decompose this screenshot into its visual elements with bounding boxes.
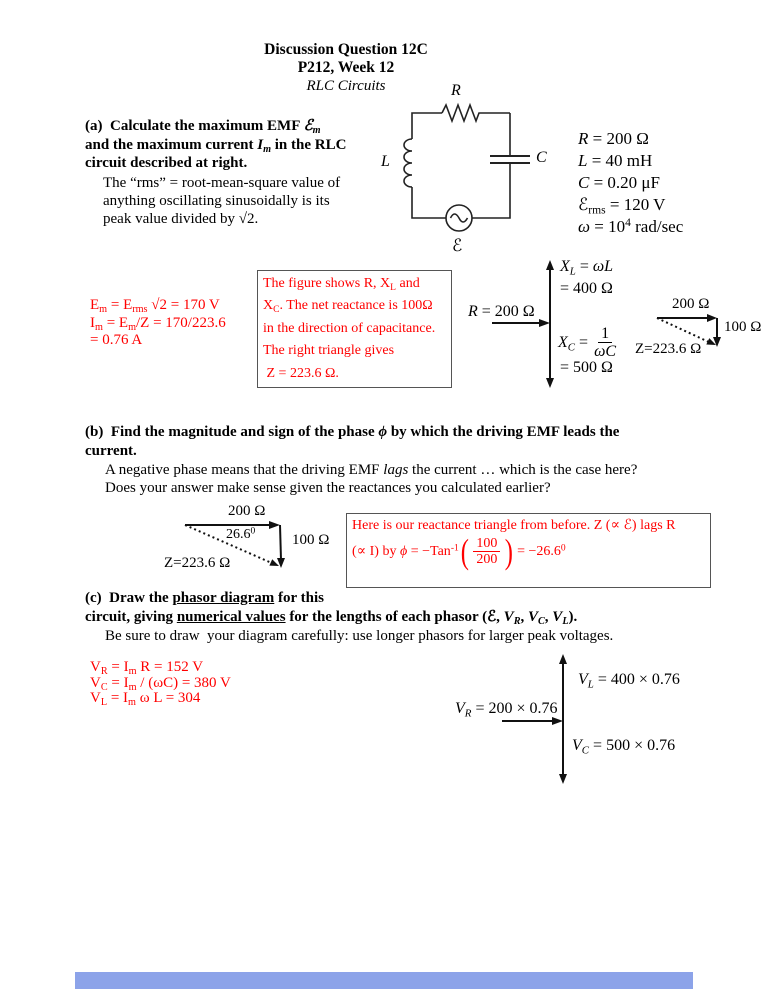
bottom-bar[interactable] [75,972,693,989]
triangle-b-angle-label: 26.6$^0$ [226,526,256,542]
xc-value: = 500 Ω [560,359,613,376]
arrowhead-down-icon [713,337,721,347]
doc-topic: RLC Circuits [306,78,386,94]
triangle-a-z-label: Z=223.6 Ω [635,341,702,357]
arrowhead-right-icon [707,314,717,322]
triangle-b-side-label: 100 Ω [292,532,330,548]
phasor-vr-label: $V_R = 200 \times 0.76$ [455,700,558,720]
doc-title: Discussion Question 12C [264,41,428,58]
left-paren: ( [460,531,469,571]
part-b-note: A negative phase means that the driving EMF lags the current … which is the case here? Does your answer make sense given the reactances you calculated earlier? [105,462,638,496]
circuit-label-r: R [451,82,461,99]
fraction-numerator: 100 [473,536,500,552]
part-c-note: Be sure to draw your diagram carefully: use longer phasors for larger peak voltages. [105,628,614,644]
arrowhead-right-icon [552,717,563,725]
xc-prefix: $X_C$ = [558,333,589,354]
part-a-heading: (a) Calculate the maximum EMF ℰ$_m$ and the maximum current $I_m$ in the RLC circuit described at right. [85,118,347,171]
xl-formula: $X_L = \omega L$ [560,258,614,278]
given-c: C = 0.20 μF [578,173,660,192]
arrowhead-up-icon [546,260,554,270]
capacitor-symbol [490,156,530,163]
equation-prefix: (∝ I) by ϕ = −Tan$^{-1}$ [352,543,459,560]
part-a-note: The “rms” = root-mean-square value of anything oscillating sinusoidally is its peak value divided by √2. [103,175,341,227]
part-b-answer-box [346,513,711,588]
part-a-answer: $E_m = E_{rms}$ √2 = 170 V $I_m = E_m/Z = 170/223.6$ = 0.76 A [90,297,226,348]
arrowhead-down-icon [546,378,554,388]
fraction-denominator: ωC [594,343,617,361]
part-c-heading: (c) Draw the phasor diagram for this circuit, giving numerical values for the lengths of each phasor (ℰ, $V_R$, $V_C$, $V_L$). [85,590,578,627]
wire-right-lower [472,163,510,218]
arrowhead-right-icon [539,319,550,327]
triangle-z-hypotenuse [657,318,711,343]
triangle-x-leg [280,525,281,560]
box-line1: Here is our reactance triangle from before. Z (∝ ℰ) lags R [352,518,676,533]
resistor-symbol [442,105,510,121]
fraction-denominator: 200 [476,552,498,568]
circuit-label-c: C [536,149,547,166]
doc-subtitle: P212, Week 12 [297,59,395,76]
circuit-label-l: L [381,153,390,170]
circuit-svg [380,85,555,260]
arrowhead-right-icon [269,521,280,529]
xl-value: = 400 Ω [560,280,613,297]
phasor-vl-label: $V_L = 400 \times 0.76$ [578,671,680,691]
rlc-circuit-diagram [380,85,555,260]
triangle-a-top-label: 200 Ω [672,296,710,312]
fraction-numerator: 1 [598,325,612,343]
given-omega: $\omega = 10^4$ rad/sec [578,216,684,236]
arrowhead-down-icon [559,774,567,784]
xc-fraction [591,325,619,361]
triangle-b-top-label: 200 Ω [228,503,266,519]
part-b-heading: (b) Find the magnitude and sign of the phase ϕ by which the driving EMF leads the current. [85,424,620,459]
phase-triangle-svg [160,498,375,593]
part-a-answer-box: The figure shows R, $X_L$ and $X_C$. The net reactance is 100Ω in the direction of capacitance. The right triangle gives Z = 223.6 Ω. [257,270,452,388]
triangle-b-z-label: Z=223.6 Ω [164,555,231,571]
phase-fraction [473,536,500,567]
equation-result: = $-26.6^0$ [517,542,566,559]
right-paren: ) [505,531,514,571]
page-header [40,41,652,95]
given-l: L = 40 mH [578,151,653,170]
arrowhead-up-icon [559,654,567,664]
arrowhead-diagonal-icon [269,559,279,566]
sine-wave-icon [451,214,468,222]
xc-formula [558,325,622,361]
phase-triangle-diagram [160,498,375,593]
circuit-label-emf: ℰ [452,236,463,255]
given-values [578,128,683,238]
arrowhead-down-icon [277,558,285,568]
given-r: R = 200 Ω [578,129,649,148]
box-equation [352,531,705,571]
part-c-answer: $V_R = I_m$ R = 152 V $V_C = I_m / (\omega C) = 380$ V $V_L = I_m$ ω L = 304 [90,659,231,709]
given-erms: ℰ$_{rms}$ = 120 V [578,195,666,217]
triangle-a-side-label: 100 Ω [724,319,762,335]
phasor-vc-label: $V_C = 500 \times 0.76$ [572,737,676,757]
r-vector-label: R = 200 Ω [468,303,535,320]
